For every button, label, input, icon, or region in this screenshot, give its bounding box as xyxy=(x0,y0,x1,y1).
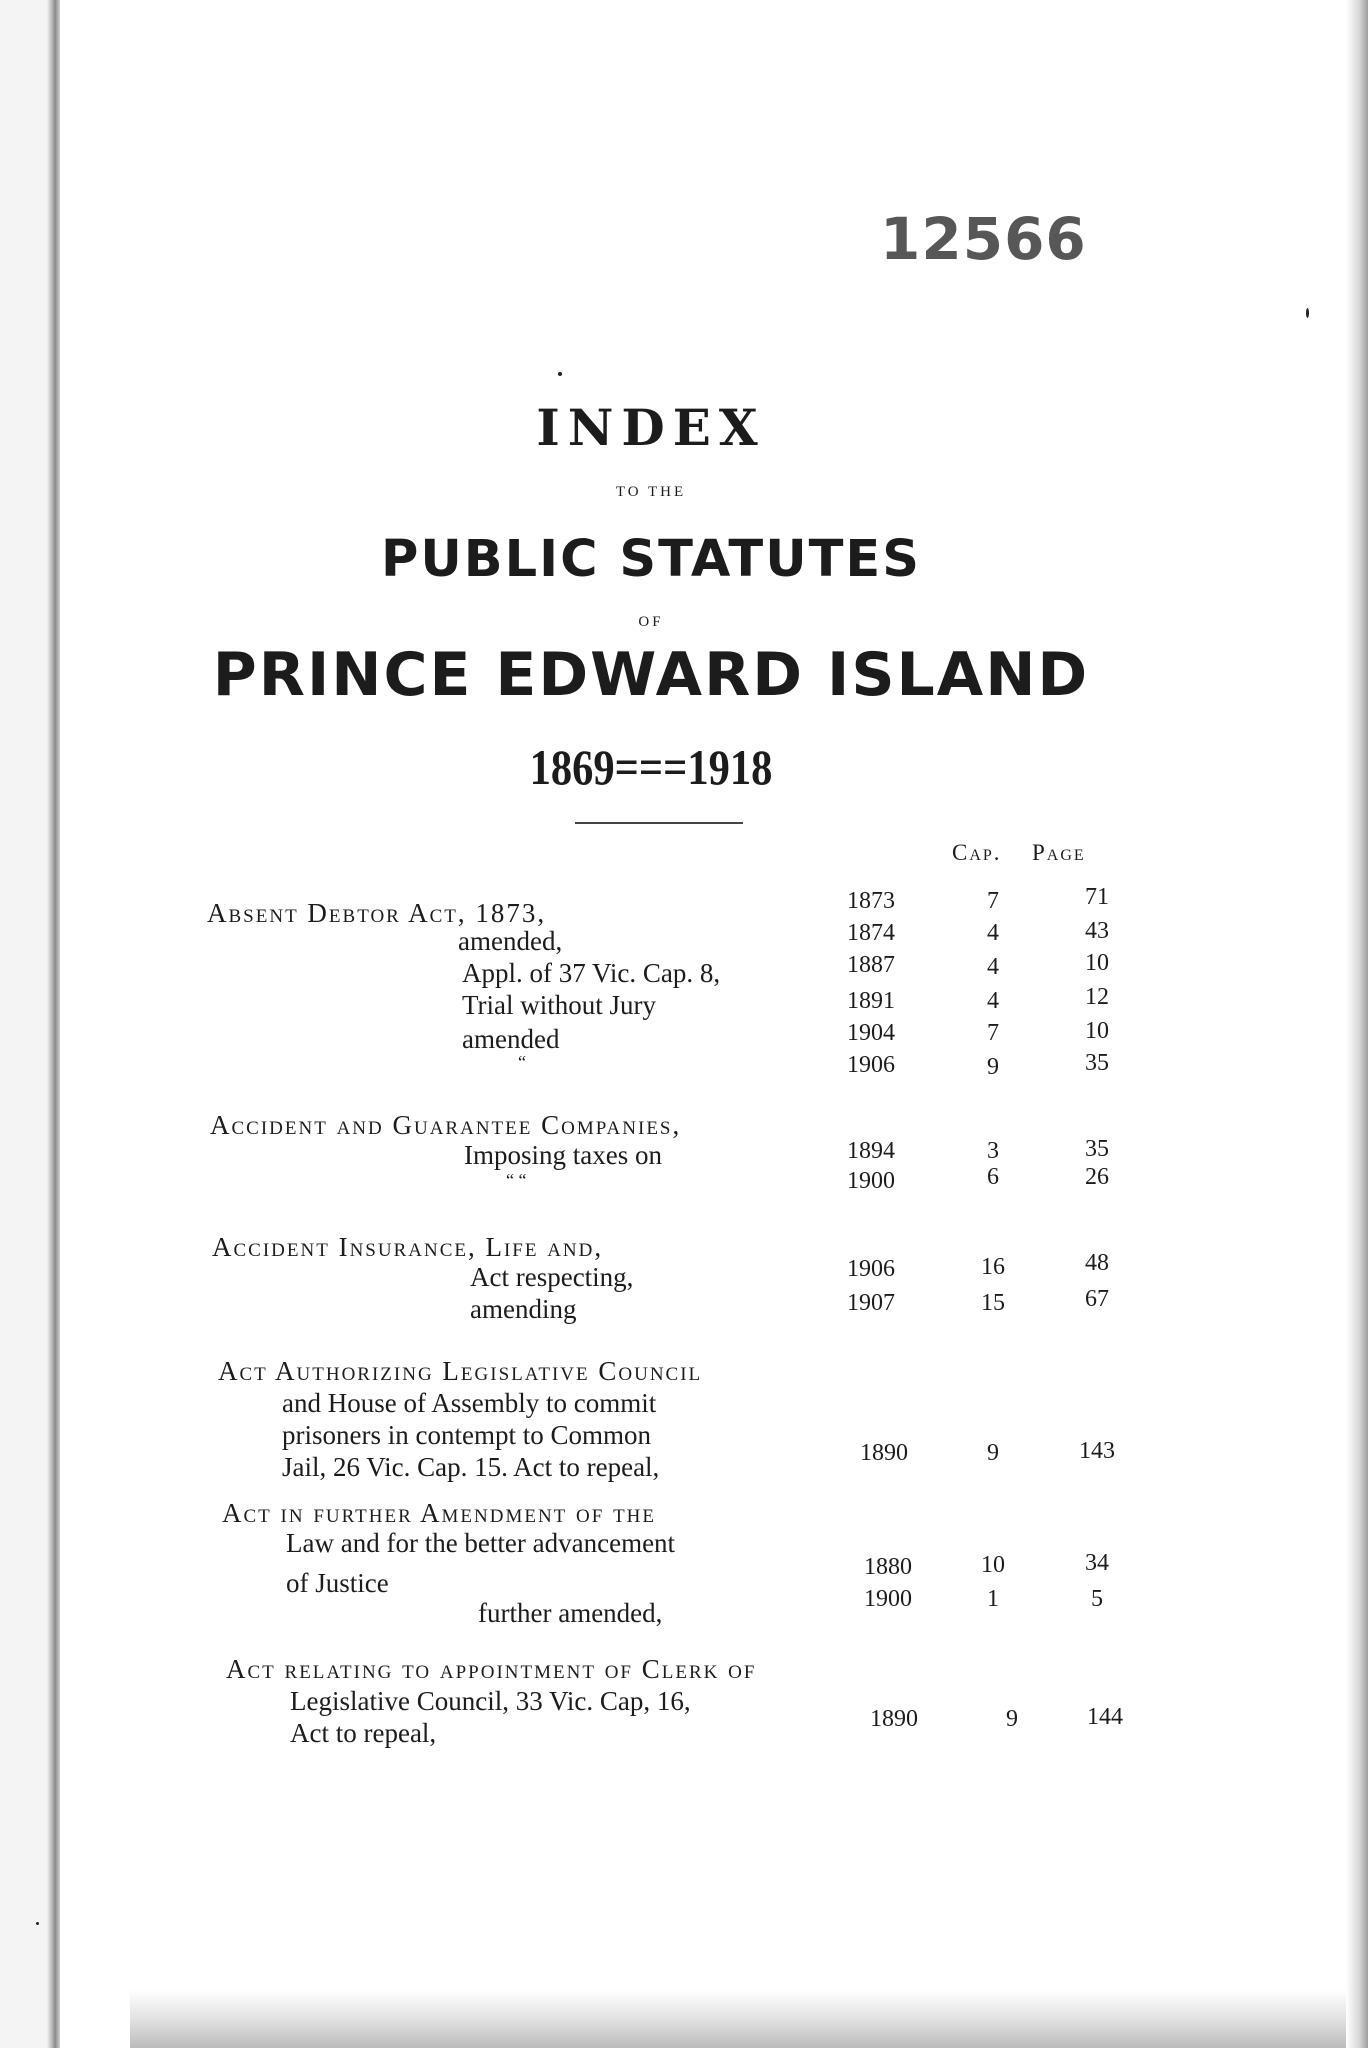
title-province: PRINCE EDWARD ISLAND xyxy=(212,640,1090,710)
header-cap: Cap. xyxy=(952,840,1002,865)
print-speck xyxy=(36,1922,39,1925)
entry-subline: Law and for the better advancement xyxy=(286,1528,676,1558)
print-speck xyxy=(558,372,562,376)
entry-subline: and House of Assembly to commit xyxy=(282,1388,657,1418)
entry-heading: Act Authorizing Legislative Council xyxy=(218,1356,703,1386)
entry-page: 10 xyxy=(1085,1018,1109,1044)
entry-cap: 1 xyxy=(987,1586,999,1612)
entry-subline: amended, xyxy=(458,926,563,956)
entry-heading: Act relating to appointment of Clerk of xyxy=(226,1654,757,1684)
entry-page: 35 xyxy=(1085,1050,1109,1076)
entry-cap: 7 xyxy=(987,1020,999,1046)
entry-page: 143 xyxy=(1079,1438,1115,1464)
entry-cap: 9 xyxy=(1006,1706,1018,1732)
entry-subline: prisoners in contempt to Common xyxy=(282,1420,651,1450)
entry-subline: Jail, 26 Vic. Cap. 15. Act to repeal, xyxy=(282,1452,660,1482)
entry-cap: 15 xyxy=(981,1290,1005,1316)
entry-page: 67 xyxy=(1085,1286,1109,1312)
title-of: OF xyxy=(638,614,664,630)
entry-heading: Accident and Guarantee Companies, xyxy=(210,1110,682,1140)
entry-ditto: “ xyxy=(518,1052,526,1072)
entry-cap: 9 xyxy=(987,1440,999,1466)
entry-subline: amended xyxy=(462,1024,560,1054)
entry-subline: of Justice xyxy=(286,1568,389,1598)
entry-subline: Imposing taxes on xyxy=(464,1140,662,1170)
entry-page: 35 xyxy=(1085,1136,1109,1162)
entry-year: 1890 xyxy=(870,1706,918,1732)
entry-cap: 4 xyxy=(987,920,999,946)
entry-subline: Trial without Jury xyxy=(462,990,657,1020)
entry-year: 1890 xyxy=(860,1440,908,1466)
entry-year: 1904 xyxy=(847,1020,895,1046)
title-public-statutes: PUBLIC STATUTES xyxy=(381,530,921,589)
entry-cap: 4 xyxy=(987,988,999,1014)
entry-year: 1900 xyxy=(847,1168,895,1194)
entry-year: 1906 xyxy=(847,1052,895,1078)
entry-cap: 4 xyxy=(987,954,999,980)
page-right-edge xyxy=(1346,0,1368,2048)
title-rule xyxy=(575,822,743,824)
entry-year: 1891 xyxy=(847,988,895,1014)
entry-cap: 3 xyxy=(987,1138,999,1164)
entry-subline: Act respecting, xyxy=(470,1262,634,1292)
entry-year: 1873 xyxy=(847,888,895,914)
entry-cap: 16 xyxy=(981,1254,1005,1280)
entry-page: 10 xyxy=(1085,950,1109,976)
entry-page: 71 xyxy=(1085,884,1109,910)
entry-page: 26 xyxy=(1085,1164,1109,1190)
accession-stamp: 12566 xyxy=(880,205,1087,273)
page-bottom-edge xyxy=(130,1990,1346,2048)
entry-page: 5 xyxy=(1091,1586,1103,1612)
title-to-the: TO THE xyxy=(615,484,687,500)
entry-cap: 6 xyxy=(987,1164,999,1190)
entry-ditto: “ “ xyxy=(506,1170,527,1190)
entry-heading: Accident Insurance, Life and, xyxy=(212,1232,604,1262)
entry-cap: 9 xyxy=(987,1054,999,1080)
entry-page: 34 xyxy=(1085,1550,1109,1576)
entry-year: 1874 xyxy=(847,920,895,946)
entry-cap: 10 xyxy=(981,1552,1005,1578)
page-binding-edge xyxy=(0,0,60,2048)
entry-heading: Absent Debtor Act, 1873, xyxy=(207,898,547,928)
entry-page: 144 xyxy=(1087,1704,1123,1730)
entry-page: 48 xyxy=(1085,1250,1109,1276)
title-years: 1869===1918 xyxy=(529,739,773,795)
title-index: INDEX xyxy=(536,398,766,457)
entry-cap: 7 xyxy=(987,888,999,914)
entry-subline: Act to repeal, xyxy=(290,1718,437,1748)
print-speck xyxy=(1306,308,1309,318)
entry-subline: amending xyxy=(470,1294,577,1324)
entry-subline: Appl. of 37 Vic. Cap. 8, xyxy=(462,958,721,988)
entry-subline: Legislative Council, 33 Vic. Cap, 16, xyxy=(290,1686,691,1716)
entry-page: 12 xyxy=(1085,984,1109,1010)
entry-year: 1906 xyxy=(847,1256,895,1282)
entry-year: 1880 xyxy=(864,1554,912,1580)
entry-subline: further amended, xyxy=(478,1598,663,1628)
entry-year: 1887 xyxy=(847,952,895,978)
header-page: Page xyxy=(1032,840,1086,865)
entry-heading: Act in further Amendment of the xyxy=(222,1498,657,1528)
entry-page: 43 xyxy=(1085,918,1109,944)
entry-year: 1907 xyxy=(847,1290,895,1316)
entry-year: 1900 xyxy=(864,1586,912,1612)
entry-year: 1894 xyxy=(847,1138,895,1164)
